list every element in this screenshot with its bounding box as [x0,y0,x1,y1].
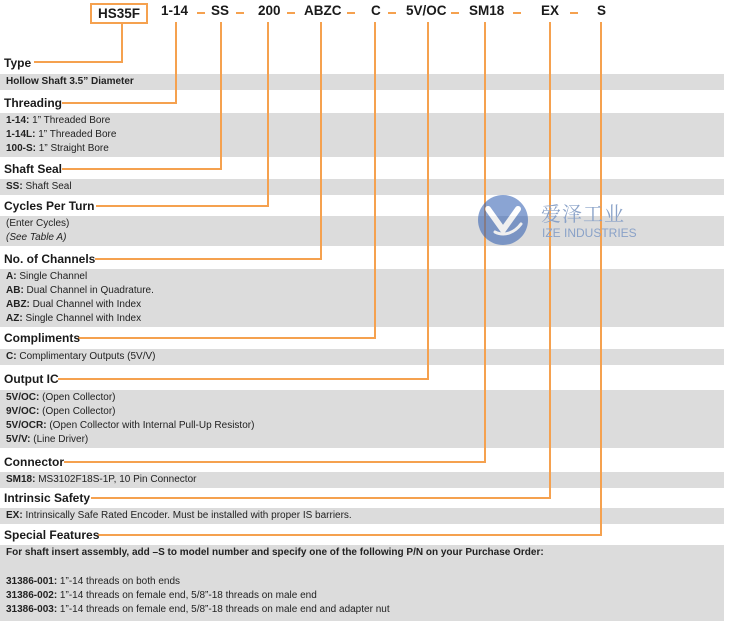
header-output-ic: Output IC [4,372,59,386]
output-ic-row: 5V/OC: (Open Collector) [6,392,116,403]
cycles-row: (See Table A) [6,232,67,243]
header-compliments: Compliments [4,331,81,345]
special-row: 31386-001: 1”-14 threads on both ends [6,576,181,587]
output-ic-row: 5V/V: (Line Driver) [6,434,89,445]
header-connector: Connector [4,455,64,469]
line-special [98,22,601,535]
special-row: 31386-003: 1”-14 threads on female end, 5/8”-18 threads on male end and adapter nut [6,604,390,615]
intrinsic-row: EX: Intrinsically Safe Rated Encoder. Must be installed with proper IS barriers. [6,510,352,521]
code-connector: SM18 [469,3,505,18]
header-shaft-seal: Shaft Seal [4,162,63,176]
special-intro: For shaft insert assembly, add –S to model number and specify one of the following P/N on your Purchase Order: [6,547,544,558]
code-shaft-seal: SS [211,3,230,18]
special-row: 31386-002: 1”-14 threads on female end, 5/8”-18 threads on male end [6,590,317,601]
line-type [34,22,122,62]
header-intrinsic: Intrinsic Safety [4,491,91,505]
threading-row: 1-14: 1” Threaded Bore [6,115,111,126]
channels-row: AB: Dual Channel in Quadrature. [6,285,154,296]
header-channels: No. of Channels [4,252,96,266]
threading-row: 1-14L: 1” Threaded Bore [6,129,117,140]
channels-row: A: Single Channel [6,271,88,282]
channels-row: AZ: Single Channel with Index [6,313,142,324]
code-output-ic: 5V/OC [406,3,447,18]
cycles-row: (Enter Cycles) [6,218,70,229]
code-compliments: C [371,3,381,18]
threading-row: 100-S: 1” Straight Bore [6,143,109,154]
watermark-cn: 爱泽工业 [541,202,625,226]
code-special: S [597,3,607,18]
header-cycles: Cycles Per Turn [4,199,95,213]
code-intrinsic: EX [541,3,560,18]
connector-row: SM18: MS3102F18S-1P, 10 Pin Connector [6,474,197,485]
code-channels: ABZC [304,3,342,18]
header-type: Type [4,56,32,70]
code-cycles: 200 [258,3,281,18]
code-threading: 1-14 [161,3,189,18]
line-channels [95,22,321,259]
type-row: Hollow Shaft 3.5” Diameter [6,76,134,87]
header-threading: Threading [4,96,63,110]
output-ic-row: 9V/OC: (Open Collector) [6,406,116,417]
code-type: HS35F [90,3,148,24]
shaft-seal-row: SS: Shaft Seal [6,181,72,192]
header-special: Special Features [4,528,100,542]
output-ic-row: 5V/OCR: (Open Collector with Internal Pull-Up Resistor) [6,420,255,431]
compliments-row: C: Complimentary Outputs (5V/V) [6,351,156,362]
watermark-en: IZE INDUSTRIES [542,226,637,240]
channels-row: ABZ: Dual Channel with Index [6,299,142,310]
